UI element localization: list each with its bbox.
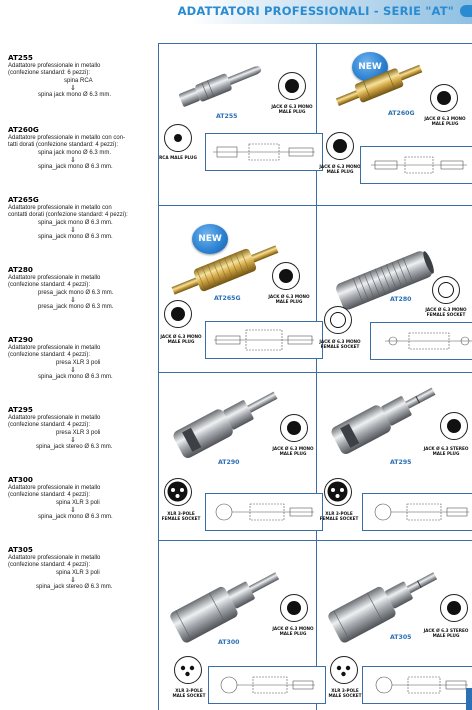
- wiring-diagram: [205, 321, 323, 359]
- entry-at290: [8, 336, 158, 382]
- jack-plug-icon: [278, 72, 306, 100]
- caption: JACK Ø 6.3 MONO MALE PLUG: [319, 164, 361, 174]
- wiring-diagram: [370, 322, 472, 360]
- model-label: AT300: [218, 639, 240, 646]
- jack-plug-icon: [280, 414, 308, 442]
- entry-line: contatti dorati (confezione standard: 4 pezzi):: [8, 212, 128, 219]
- caption: RCA MALE PLUG: [159, 155, 197, 160]
- jack-plug-icon: [280, 594, 308, 622]
- caption: JACK Ø 6.3 STEREO MALE PLUG: [423, 446, 469, 456]
- rca-plug-icon: [164, 124, 192, 152]
- grid-rule: [158, 205, 472, 206]
- new-badge: NEW: [192, 224, 228, 254]
- entry-to: spina jack mono Ø 6.3 mm.: [38, 92, 112, 99]
- entry-line: Adattatore professionale in metallo: [8, 344, 101, 351]
- grid-rule: [158, 372, 472, 373]
- jack-coupler-gold-adapter-image: [165, 240, 285, 300]
- entry-line: Adattatore professionale in metallo con con-: [8, 134, 126, 141]
- entry-code: AT265G: [8, 195, 39, 204]
- wiring-diagram: [362, 493, 472, 531]
- entry-at305: [8, 546, 158, 592]
- entry-code: AT305: [8, 545, 33, 554]
- jack-plug-icon: [326, 132, 354, 160]
- rca-to-jack-adapter-image: [170, 60, 270, 110]
- entry-from: spina XLR 3 poli: [56, 569, 100, 576]
- entry-code: AT290: [8, 335, 33, 344]
- new-badge: NEW: [352, 52, 388, 82]
- entry-to: presa_jack mono Ø 6.3 mm.: [38, 304, 114, 311]
- entry-to: spina_jack mono Ø 6.3 mm.: [38, 374, 113, 381]
- model-label: AT280: [390, 296, 412, 303]
- jack-socket-icon: [324, 306, 352, 334]
- xlr-female-socket-icon: [164, 478, 192, 506]
- entry-line: (confezione standard: 6 pezzi):: [8, 70, 91, 77]
- caption: JACK Ø 6.3 MONO MALE PLUG: [271, 104, 313, 114]
- down-arrow-icon: ⇓: [70, 367, 76, 375]
- entry-code: AT300: [8, 475, 33, 484]
- page-title: ADATTATORI PROFESSIONALI - SERIE "AT": [177, 4, 454, 18]
- jack-plug-icon: [430, 84, 458, 112]
- caption: XLR 3-POLE MALE SOCKET: [328, 688, 362, 698]
- down-arrow-icon: ⇓: [70, 577, 76, 585]
- page-header: [0, 0, 472, 24]
- entry-from: spina RCA: [64, 77, 93, 84]
- jack-plug-icon: [272, 262, 300, 290]
- down-arrow-icon: ⇓: [70, 85, 76, 93]
- caption: JACK Ø 6.3 MONO MALE PLUG: [268, 294, 310, 304]
- entry-line: Adattatore professionale in metallo con: [8, 204, 112, 211]
- model-label: AT305: [390, 634, 412, 641]
- entry-from: spina_jack mono Ø 6.3 mm.: [38, 219, 113, 226]
- entry-to: spina_jack mono Ø 6.3 mm.: [38, 234, 113, 241]
- jack-to-jack-gold-adapter-image: [330, 60, 430, 110]
- entry-line: tatti dorati (confezione standard: 4 pezzi):: [8, 142, 119, 149]
- entry-line: Adattatore professionale in metallo: [8, 484, 101, 491]
- xlr-female-socket-icon: [324, 478, 352, 506]
- jack-plug-icon: [164, 300, 192, 328]
- wiring-diagram: [205, 493, 323, 531]
- jack-socket-coupler-image: [330, 250, 440, 310]
- caption: XLR 3-POLE FEMALE SOCKET: [161, 511, 201, 521]
- entry-line: (confezione standard: 4 pezzi):: [8, 562, 91, 569]
- entry-at265g: [8, 196, 158, 242]
- entry-line: (confezione standard: 4 pezzi):: [8, 282, 91, 289]
- down-arrow-icon: ⇓: [70, 437, 76, 445]
- entry-line: Adattatore professionale in metallo: [8, 62, 101, 69]
- caption: JACK Ø 6.3 MONO MALE PLUG: [160, 334, 202, 344]
- entry-at300: [8, 476, 158, 522]
- down-arrow-icon: ⇓: [70, 507, 76, 515]
- entry-line: (confezione standard: 4 pezzi):: [8, 422, 91, 429]
- wiring-diagram: [208, 666, 326, 704]
- caption: JACK Ø 6.3 MONO FEMALE SOCKET: [319, 339, 361, 349]
- entry-line: (confezione standard: 4 pezzi):: [8, 352, 91, 359]
- caption: JACK Ø 6.3 MONO MALE PLUG: [272, 446, 314, 456]
- stereo-jack-plug-icon: [440, 594, 468, 622]
- model-label: AT255: [216, 113, 238, 120]
- entry-line: Adattatore professionale in metallo: [8, 414, 101, 421]
- stereo-jack-plug-icon: [440, 412, 468, 440]
- entry-code: AT295: [8, 405, 33, 414]
- wiring-diagram: [205, 133, 323, 171]
- caption: XLR 3-POLE FEMALE SOCKET: [319, 511, 359, 521]
- xlr-male-socket-icon: [174, 656, 202, 684]
- caption: JACK Ø 6.3 MONO MALE PLUG: [272, 626, 314, 636]
- model-label: AT295: [390, 459, 412, 466]
- entry-to: spina_jack stereo Ø 6.3 mm.: [36, 584, 113, 591]
- entry-from: spina XLR 3 poli: [56, 499, 100, 506]
- model-label: AT265G: [214, 295, 241, 302]
- entry-to: spina_jack stereo Ø 6.3 mm.: [36, 444, 113, 451]
- entry-to: spina_jack mono Ø 6.3 mm.: [38, 164, 113, 171]
- entry-code: AT280: [8, 265, 33, 274]
- entry-code: AT260G: [8, 125, 39, 134]
- model-label: AT290: [218, 459, 240, 466]
- entry-at260g: [8, 126, 158, 172]
- entry-at280: [8, 266, 158, 312]
- caption: XLR 3-POLE MALE SOCKET: [172, 688, 206, 698]
- caption: JACK Ø 6.3 MONO MALE PLUG: [424, 116, 466, 126]
- page-edge-tab: [466, 688, 472, 710]
- down-arrow-icon: ⇓: [70, 157, 76, 165]
- model-label: AT260G: [388, 110, 415, 117]
- entry-line: Adattatore professionale in metallo: [8, 274, 101, 281]
- entry-from: presa XLR 3 poli: [56, 429, 101, 436]
- grid-rule: [158, 540, 472, 541]
- grid-rule: [158, 43, 472, 44]
- caption: JACK Ø 6.3 STEREO MALE PLUG: [423, 628, 469, 638]
- wiring-diagram: [362, 666, 472, 704]
- down-arrow-icon: ⇓: [70, 227, 76, 235]
- entry-line: Adattatore professionale in metallo: [8, 554, 101, 561]
- xlr-male-socket-icon: [330, 656, 358, 684]
- entry-from: spina jack mono Ø 6.3 mm.: [38, 149, 112, 156]
- jack-socket-icon: [432, 276, 460, 304]
- entry-at295: [8, 406, 158, 452]
- down-arrow-icon: ⇓: [70, 297, 76, 305]
- caption: JACK Ø 6.3 MONO FEMALE SOCKET: [425, 307, 467, 317]
- entry-at255: [8, 54, 158, 100]
- entry-code: AT255: [8, 53, 33, 62]
- entry-from: presa_jack mono Ø 6.3 mm.: [38, 289, 114, 296]
- entry-from: presa XLR 3 poli: [56, 359, 101, 366]
- wiring-diagram: [360, 146, 472, 184]
- entry-line: (confezione standard: 4 pezzi):: [8, 492, 91, 499]
- entry-to: spina_jack mono Ø 6.3 mm.: [38, 514, 113, 521]
- section-tab-marker: [460, 5, 472, 17]
